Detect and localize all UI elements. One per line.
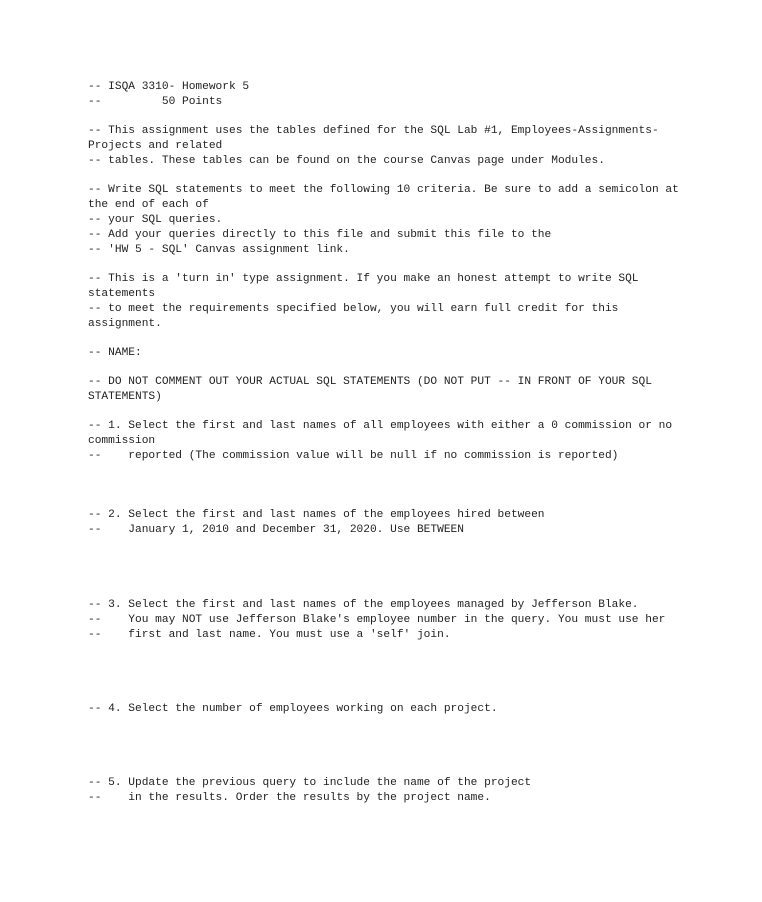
- homework-document: [88, 80, 688, 806]
- question-5: -- 5. Update the previous query to include the name of the project -- in the results. Order the results by the project name.: [88, 777, 532, 804]
- intro-credit-paragraph: -- This is a 'turn in' type assignment. If you make an honest attempt to write SQL statements -- to meet the requirements specified below, you will earn full credit for this assignment.: [88, 273, 639, 330]
- points-line: -- 50 Points: [88, 96, 223, 108]
- name-line: -- NAME:: [88, 347, 142, 359]
- homework-title: -- ISQA 3310- Homework 5: [88, 81, 250, 93]
- question-1: -- 1. Select the first and last names of all employees with either a 0 commission or no commission -- reported (The commission value will be null if no commission is reported): [88, 420, 673, 462]
- question-2: -- 2. Select the first and last names of the employees hired between -- January 1, 2010 and December 31, 2020. Use BETWEEN: [88, 509, 545, 536]
- intro-instructions-paragraph: -- Write SQL statements to meet the following 10 criteria. Be sure to add a semicolon at the end of each of -- your SQL queries. -- Add your queries directly to this file and submit this file to the -- 'HW 5 - SQL' Canvas assignment link.: [88, 184, 679, 256]
- intro-tables-paragraph: -- This assignment uses the tables defined for the SQL Lab #1, Employees-Assignments-Projects and related -- tables. These tables can be found on the course Canvas page under Modules.: [88, 125, 659, 167]
- warning-line: -- DO NOT COMMENT OUT YOUR ACTUAL SQL STATEMENTS (DO NOT PUT -- IN FRONT OF YOUR SQL STATEMENTS): [88, 376, 659, 403]
- question-4: -- 4. Select the number of employees working on each project.: [88, 703, 498, 715]
- question-3: -- 3. Select the first and last names of the employees managed by Jefferson Blake. -- You may NOT use Jefferson Blake's employee number in the query. You must use her -- first and last name. You must use a 'self' join.: [88, 599, 666, 641]
